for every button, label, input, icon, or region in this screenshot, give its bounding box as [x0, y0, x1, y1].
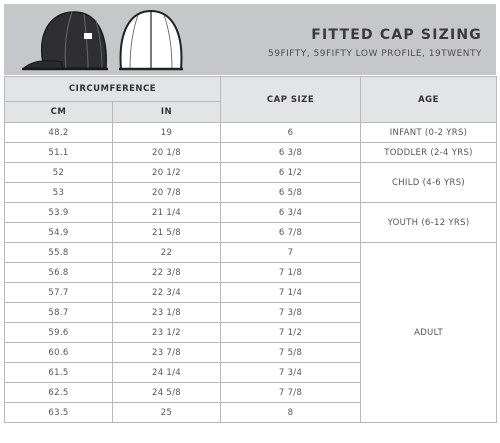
age-cell: CHILD (4-6 YRS)	[361, 163, 497, 203]
cm-cell: 63.5	[5, 403, 113, 423]
in-cell: 22 3/8	[113, 263, 221, 283]
cm-cell: 58.7	[5, 303, 113, 323]
page-title: FITTED CAP SIZING	[311, 27, 482, 43]
in-cell: 23 1/2	[113, 323, 221, 343]
age-cell: INFANT (0-2 YRS)	[361, 123, 497, 143]
cap-size-cell: 6	[221, 123, 361, 143]
page-subtitle: 59FIFTY, 59FIFTY LOW PROFILE, 19TWENTY	[268, 49, 482, 59]
cap-size-cell: 7 7/8	[221, 383, 361, 403]
in-cell: 25	[113, 403, 221, 423]
cm-cell: 51.1	[5, 143, 113, 163]
cm-cell: 48.2	[5, 123, 113, 143]
cap-size-cell: 7 1/2	[221, 323, 361, 343]
cap-back-view-icon	[116, 6, 186, 74]
cm-cell: 53	[5, 183, 113, 203]
in-cell: 21 5/8	[113, 223, 221, 243]
table-row	[5, 123, 497, 143]
cap-size-header: CAP SIZE	[221, 77, 361, 123]
table-row	[5, 143, 497, 163]
age-cell: TODDLER (2-4 YRS)	[361, 143, 497, 163]
header-banner	[4, 4, 496, 75]
cm-cell: 61.5	[5, 363, 113, 383]
in-cell: 24 1/4	[113, 363, 221, 383]
cm-cell: 60.6	[5, 343, 113, 363]
cm-header: CM	[5, 102, 113, 123]
table-row	[5, 163, 497, 183]
cap-size-cell: 7	[221, 243, 361, 263]
cap-size-cell: 7 5/8	[221, 343, 361, 363]
cm-cell: 52	[5, 163, 113, 183]
cap-size-cell: 7 1/4	[221, 283, 361, 303]
in-cell: 21 1/4	[113, 203, 221, 223]
circumference-header: CIRCUMFERENCE	[5, 77, 221, 102]
cm-cell: 53.9	[5, 203, 113, 223]
cap-size-cell: 7 1/8	[221, 263, 361, 283]
table-row	[5, 243, 497, 263]
in-header: IN	[113, 102, 221, 123]
in-cell: 23 7/8	[113, 343, 221, 363]
cap-size-cell: 6 5/8	[221, 183, 361, 203]
cm-cell: 62.5	[5, 383, 113, 403]
in-cell: 24 5/8	[113, 383, 221, 403]
in-cell: 22 3/4	[113, 283, 221, 303]
table-row	[5, 203, 497, 223]
age-header: AGE	[361, 77, 497, 123]
cap-size-cell: 6 7/8	[221, 223, 361, 243]
cap-size-cell: 6 3/8	[221, 143, 361, 163]
in-cell: 19	[113, 123, 221, 143]
cap-size-cell: 8	[221, 403, 361, 423]
cap-size-cell: 6 3/4	[221, 203, 361, 223]
cm-cell: 55.8	[5, 243, 113, 263]
cm-cell: 56.8	[5, 263, 113, 283]
age-cell: ADULT	[361, 243, 497, 423]
cm-cell: 59.6	[5, 323, 113, 343]
in-cell: 22	[113, 243, 221, 263]
in-cell: 20 7/8	[113, 183, 221, 203]
sizing-table	[4, 76, 497, 423]
cap-size-cell: 6 1/2	[221, 163, 361, 183]
in-cell: 20 1/8	[113, 143, 221, 163]
cm-cell: 54.9	[5, 223, 113, 243]
age-cell: YOUTH (6-12 YRS)	[361, 203, 497, 243]
in-cell: 20 1/2	[113, 163, 221, 183]
cm-cell: 57.7	[5, 283, 113, 303]
in-cell: 23 1/8	[113, 303, 221, 323]
cap-size-cell: 7 3/4	[221, 363, 361, 383]
cap-side-view-icon	[22, 6, 114, 74]
cap-size-cell: 7 3/8	[221, 303, 361, 323]
